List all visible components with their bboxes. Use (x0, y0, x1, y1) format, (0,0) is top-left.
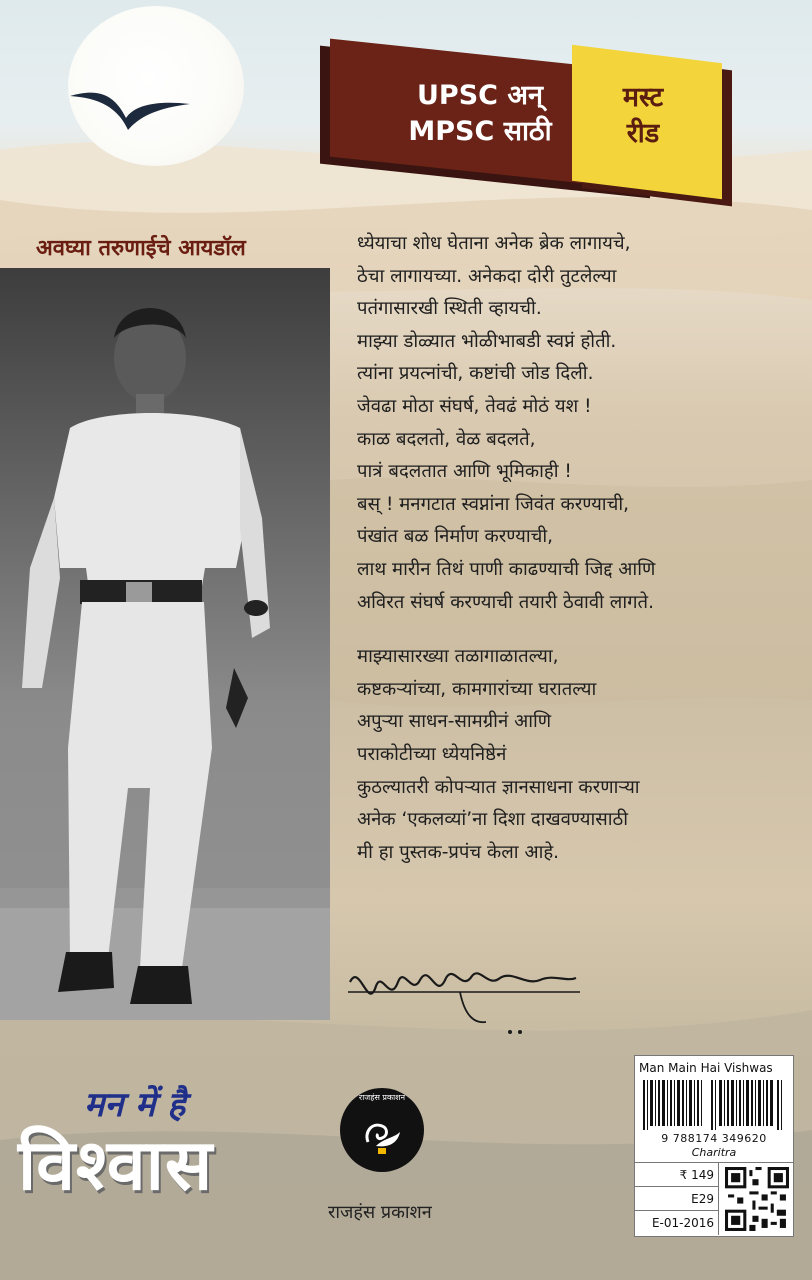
banner-line-1: UPSC अन् (417, 80, 543, 111)
poem-stanza-1 (357, 228, 797, 619)
badge-line-2: रीड (626, 118, 660, 149)
poem-line: पराकोटीच्या ध्येयनिष्ठेनं (357, 743, 507, 765)
poem-line: ठेचा लागायच्या. अनेकदा दोरी तुटलेल्या (357, 265, 617, 287)
bird-icon (68, 78, 192, 138)
poem-line: पात्रं बदलतात आणि भूमिकाही ! (357, 461, 572, 483)
poem-stanza-2 (357, 641, 797, 869)
poem-line: अपुऱ्या साधन-सामग्रीनं आणि (357, 711, 552, 733)
poem-line: मी हा पुस्तक-प्रपंच केला आहे. (357, 841, 560, 863)
poem-line: माझ्यासारख्या तळागाळातल्या, (357, 646, 559, 668)
book-title-line-2: विश्वास (18, 1124, 214, 1206)
poem-line: पतंगासारखी स्थिती व्हायची. (357, 298, 542, 320)
officer-figure-image (0, 268, 330, 1020)
author-photo (0, 268, 330, 1020)
badge-line-1: मस्ट (622, 82, 664, 113)
poem-line: पंखांत बळ निर्माण करण्याची, (357, 526, 554, 548)
barcode-title: Man Main Hai Vishwas (639, 1061, 773, 1075)
book-code: E29 (635, 1187, 719, 1211)
qr-code-icon (725, 1167, 789, 1231)
book-category: Charitra (691, 1146, 737, 1159)
banner-badge-text (588, 80, 698, 152)
isbn-number: 9 788174 349620 (661, 1132, 767, 1145)
poem-text (357, 228, 797, 869)
poem-line: कुठल्यातरी कोपऱ्यात ज्ञानसाधना करणाऱ्या (357, 776, 640, 798)
publisher-name: राजहंस प्रकाशन (328, 1202, 432, 1223)
poem-line: माझ्या डोळ्यात भोळीभाबडी स्वप्नं होती. (357, 330, 617, 352)
price-grid (635, 1162, 793, 1237)
barcode-bars (641, 1080, 787, 1130)
must-read-banner (300, 36, 740, 196)
barcode-label (634, 1055, 794, 1237)
swan-icon (354, 1102, 410, 1158)
poem-line: काळ बदलतो, वेळ बदलते, (357, 428, 536, 450)
poem-line: लाथ मारीन तिथं पाणी काढण्याची जिद्द आणि (357, 558, 656, 580)
poem-line: अनेक ‘एकलव्यां’ना दिशा दाखवण्यासाठी (357, 809, 629, 831)
poem-line: अविरत संघर्ष करण्याची तयारी ठेवावी लागते. (357, 591, 654, 613)
poem-line: ध्येयाचा शोध घेताना अनेक ब्रेक लागायचे, (357, 233, 631, 254)
poem-line: बस् ! मनगटात स्वप्नांना जिवंत करण्याची, (357, 493, 630, 515)
price: ₹ 149 (635, 1163, 719, 1187)
poem-line: कष्टकऱ्यांच्या, कामगारांच्या घरातल्या (357, 678, 597, 700)
banner-exam-text (360, 78, 600, 150)
photo-caption: अवघ्या तरुणाईचे आयडॉल (36, 236, 246, 261)
poem-line: जेवढा मोठा संघर्ष, तेवढं मोठं यश ! (357, 395, 592, 417)
author-signature (340, 952, 590, 1042)
publisher-seal-text: राजहंस प्रकाशन (358, 1093, 406, 1102)
poem-line: त्यांना प्रयत्नांची, कष्टांची जोड दिली. (357, 363, 594, 385)
edition-code: E-01-2016 (635, 1211, 719, 1235)
banner-line-2: MPSC साठी (408, 116, 552, 147)
book-title-line-1: मन में है (84, 1085, 186, 1125)
